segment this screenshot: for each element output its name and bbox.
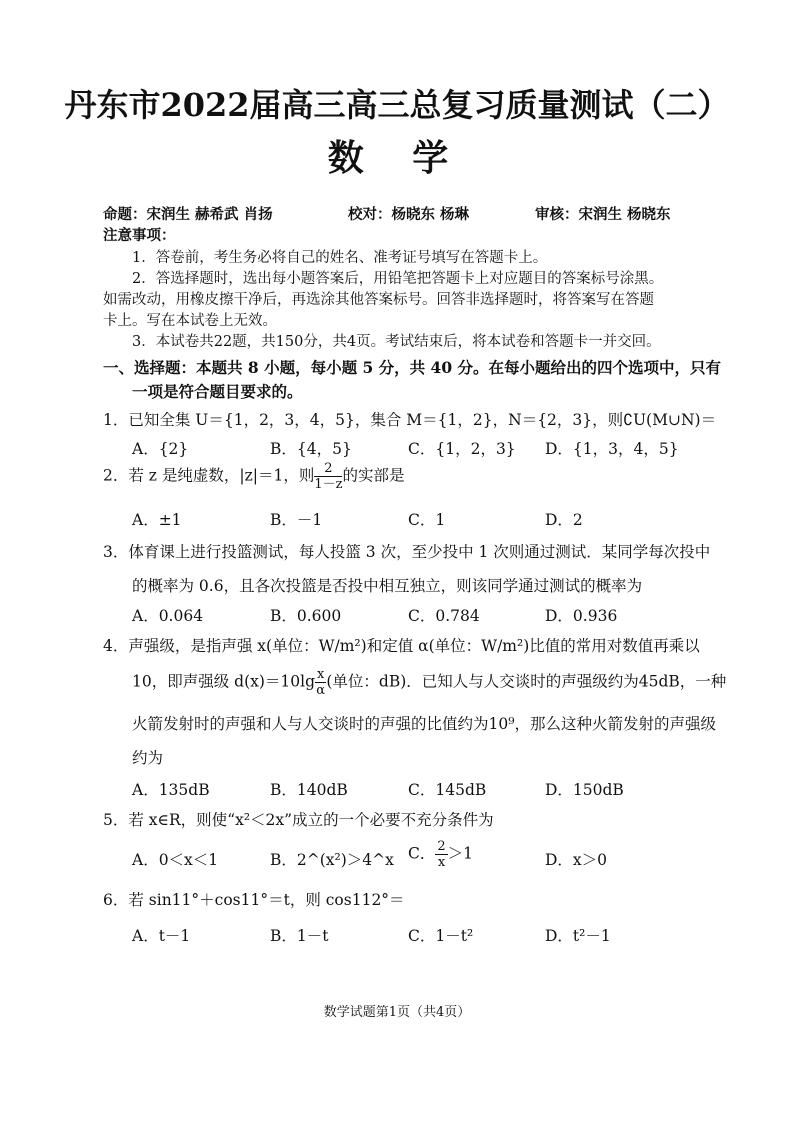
q4-option-a: A．135dB [132,781,210,799]
q6-option-d: D．t²－1 [545,927,611,945]
note-2a: 2．答选择题时，选出每小题答案后，用铅笔把答题卡上对应题目的答案标号涂黑。 [132,271,664,287]
note-3: 3．本试卷共22题，共150分，共4页。考试结束后，将本试卷和答题卡一并交回。 [132,334,661,350]
q5-option-d: D．x＞0 [545,851,608,869]
q1-option-d: D．{1，3，4，5} [545,440,679,458]
q2-option-b: B．－1 [270,511,323,529]
note-2c: 卡上。写在本试卷上无效。 [103,313,277,329]
question-4-line2 [132,668,726,697]
authors: 命题：宋润生 赫希武 肖扬 [103,206,273,223]
q5-c-den: x [437,855,446,870]
q3-option-d: D．0.936 [545,607,618,625]
q1-option-a: A．{2} [132,440,189,458]
q2-fraction [314,462,342,491]
q6-option-c: C．1－t² [408,927,474,945]
q2-stem: 2．若 z 是纯虚数，|z|＝1，则 [103,466,315,485]
q5-option-b: B．2^(x²)＞4^x [270,851,394,869]
q4-line2-start: 10，即声强级 d(x)＝10lg [132,672,316,691]
q3-option-c: C．0.784 [408,607,480,625]
q2-stem-end: 的实部是 [342,466,405,485]
notes-heading: 注意事项： [103,227,176,244]
question-3: 3．体育课上进行投篮测试，每人投篮 3 次，至少投中 1 次则通过测试．某同学每次投中 [103,543,711,561]
note-2b: 如需改动，用橡皮擦干净后，再选涂其他答案标号。回答非选择题时，将答案写在答题 [103,292,654,308]
q5-c-num: 2 [437,839,446,854]
proofreaders: 校对：杨晓东 杨琳 [348,206,470,223]
q4-option-b: B．140dB [270,781,348,799]
q1-option-c: C．{1，2，3} [408,440,516,458]
question-2 [103,462,405,491]
q4-frac-num: x [317,667,325,682]
question-1: 1．已知全集 U＝{1，2，3，4，5}，集合 M＝{1，2}，N＝{2，3}，则∁U(M∪N)＝ [103,411,717,429]
q3-option-b: B．0.600 [270,607,342,625]
question-4-line3: 火箭发射时的声强和人与人交谈时的声强的比值约为10⁹，那么这种火箭发射的声强级 [132,715,716,733]
q2-option-c: C．1 [408,511,446,529]
q4-line2-end: (单位：dB)．已知人与人交谈时的声强级约为45dB，一种 [326,672,727,691]
q5-option-c-label: C． [408,844,436,863]
q5-c-fraction [435,840,447,869]
subject-title: 数 学 [327,137,467,179]
q5-option-a: A．0＜x＜1 [132,851,219,869]
question-4: 4．声强级，是指声强 x(单位：W/m²)和定值 α(单位：W/m²)比值的常用对数值再乘以 [103,637,700,655]
q6-option-b: B．1－t [270,927,329,945]
question-4-line4: 约为 [132,749,164,767]
q4-option-c: C．145dB [408,781,487,799]
q4-frac-den: α [316,683,326,698]
question-3-cont: 的概率为 0.6，且各次投篮是否投中相互独立，则该同学通过测试的概率为 [132,577,643,595]
q4-option-d: D．150dB [545,781,624,799]
q5-option-c [408,840,473,869]
q2-frac-num: 2 [314,462,342,477]
section-heading: 一、选择题：本题共 8 小题，每小题 5 分，共 40 分。在每小题给出的四个选项中，只有 [103,358,722,377]
q4-fraction [315,668,326,697]
note-1: 1．答卷前，考生务必将自己的姓名、准考证号填写在答题卡上。 [132,250,548,266]
reviewers: 审核：宋润生 杨晓东 [535,206,671,223]
q6-option-a: A．t－1 [132,927,191,945]
page-title: 丹东市2022届高三高三总复习质量测试（二） [64,86,730,124]
q5-option-c-rest: ＞1 [447,844,474,863]
q3-option-a: A．0.064 [132,607,204,625]
section-heading-cont: 一项是符合题目要求的。 [132,382,303,401]
q2-option-d: D．2 [545,511,583,529]
question-5: 5．若 x∈R，则使“x²＜2x”成立的一个必要不充分条件为 [103,811,494,829]
q2-option-a: A．±1 [132,511,182,529]
page-footer: 数学试题第1页（共4页） [323,1005,471,1020]
q2-frac-den: 1－z [314,477,343,492]
q1-option-b: B．{4，5} [270,440,352,458]
question-6: 6．若 sin11°＋cos11°＝t，则 cos112°＝ [103,891,405,909]
